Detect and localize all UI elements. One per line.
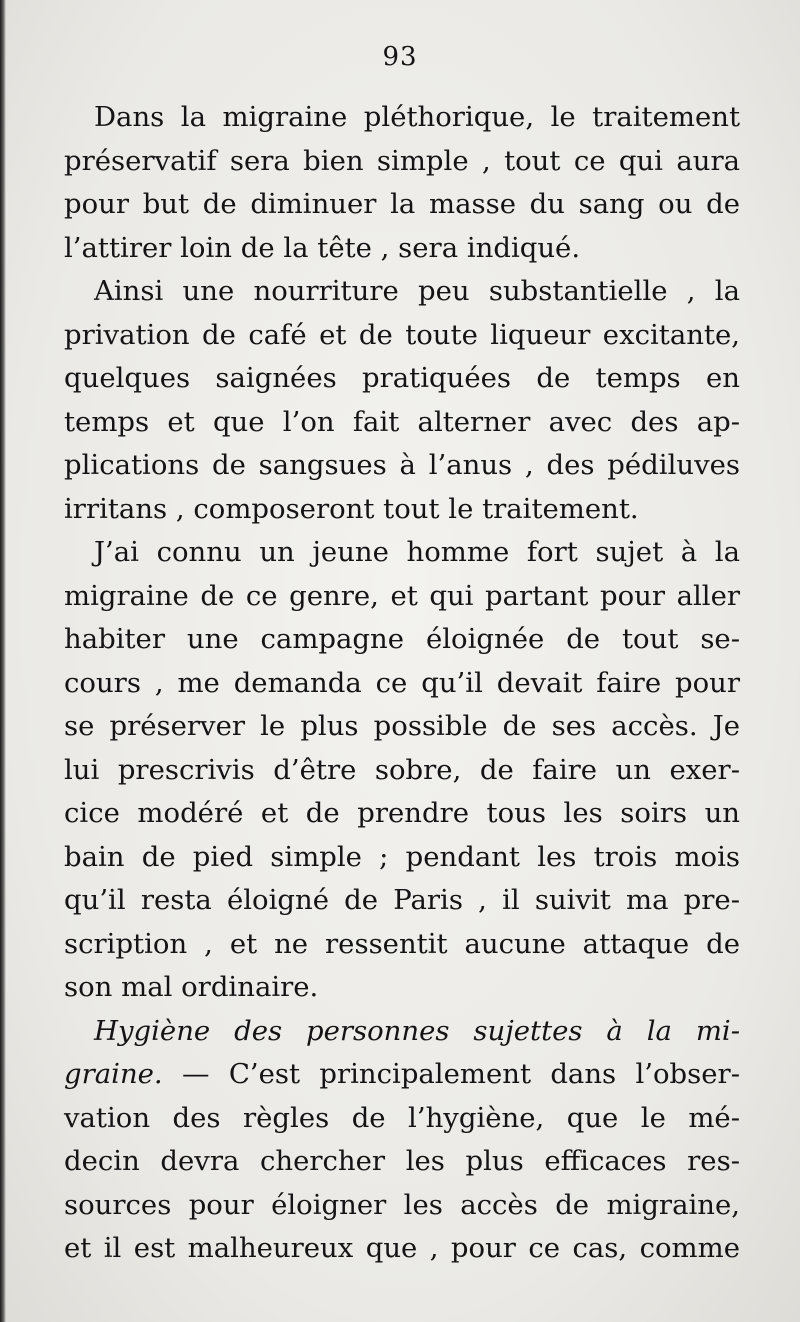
text-line: scription , et ne ressentit aucune attaque de — [64, 927, 740, 960]
page-edge-shadow — [0, 0, 6, 1322]
section-heading-continued: graine. — [64, 1058, 163, 1090]
text-line: migraine de ce genre, et qui partant pour aller — [64, 579, 740, 612]
page-number: 93 — [382, 42, 418, 72]
text-line: sources pour éloigner les accès de migraine, — [64, 1188, 740, 1221]
text-line: cours , me demanda ce qu’il devait faire pour — [64, 666, 740, 699]
text-line: decin devra chercher les plus efficaces res- — [64, 1145, 740, 1177]
text-line: irritans , composeront tout le traitement. — [64, 492, 639, 525]
text-line: vation des règles de l’hygiène, que le mé- — [64, 1101, 740, 1134]
section-heading: Hygiène des personnes sujettes à la mi- — [94, 1014, 740, 1047]
text-line — [64, 1053, 740, 1097]
text-line: privation de café et de toute liqueur excitante, — [64, 318, 740, 351]
text-line: habiter une campagne éloignée de tout se- — [64, 623, 740, 655]
text-line: l’attirer loin de la tête , sera indiqué. — [64, 231, 581, 264]
text-line: et il est malheureux que , pour ce cas, comme — [64, 1232, 740, 1264]
text-line: temps et que l’on fait alterner avec des ap- — [64, 405, 740, 438]
text-line: plications de sangsues à l’anus , des pédiluves — [64, 449, 740, 481]
text-line: pour but de diminuer la masse du sang ou de — [64, 188, 740, 220]
text-line: lui prescrivis d’être sobre, de faire un exer- — [64, 753, 740, 786]
text-line: Dans la migraine pléthorique, le traitement — [94, 101, 740, 133]
text-line: qu’il resta éloigné de Paris , il suivit ma pre- — [64, 884, 740, 916]
text-line: préservatif sera bien simple , tout ce qui aura — [64, 144, 740, 177]
text-line: cice modéré et de prendre tous les soirs un — [64, 797, 740, 829]
text-line: J’ai connu un jeune homme fort sujet à la — [94, 536, 740, 568]
text-line-continued: — C’est principalement dans l’obser- — [162, 1058, 740, 1090]
text-line: se préserver le plus possible de ses accès. Je — [64, 710, 740, 742]
page-text — [64, 96, 740, 1271]
text-line: quelques saignées pratiquées de temps en — [64, 362, 740, 394]
text-line: Ainsi une nourriture peu substantielle , la — [94, 275, 740, 307]
text-line: bain de pied simple ; pendant les trois mois — [64, 840, 740, 873]
text-line: son mal ordinaire. — [64, 971, 319, 1003]
